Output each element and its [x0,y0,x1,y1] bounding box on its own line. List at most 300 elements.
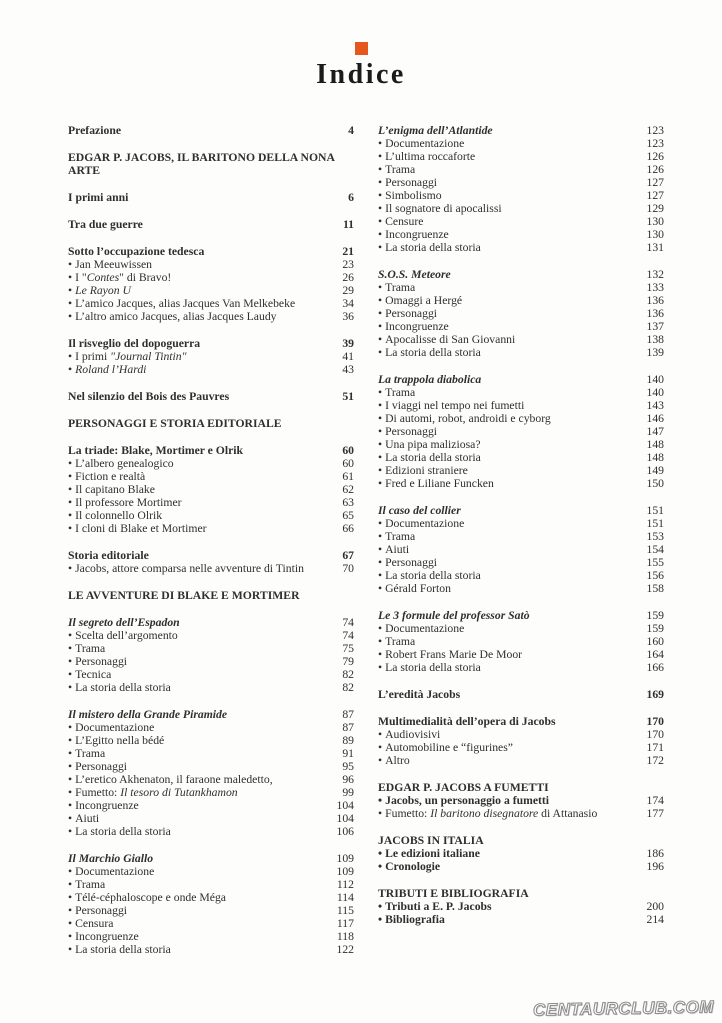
toc-entry [378,900,664,913]
toc-entry-label [68,891,326,904]
toc-entry-text: Il baritono disegnatore [430,807,539,820]
toc-entry-label [378,900,636,913]
toc-entry [378,176,664,189]
toc-entry-label [68,310,326,323]
toc-entry-label [68,917,326,930]
toc-entry [378,569,664,582]
toc-page-number: 155 [646,556,664,569]
toc-entry-text: Robert Frans Marie De Moor [385,648,523,661]
toc-entry-text: Multimedialità dell’opera di Jacobs [378,715,556,728]
toc-page-number: 11 [342,218,354,231]
toc-entry-label [68,284,326,297]
toc-page-number: 104 [336,812,354,825]
toc-entry [68,310,354,323]
toc-entry [68,681,354,694]
toc-entry-text: Personaggi [385,307,438,320]
toc-entry [378,661,664,674]
toc-entry [378,847,664,860]
toc-entry [378,386,664,399]
bullet-icon: • [68,773,73,786]
toc-entry-text: Nel silenzio del Bois des Pauvres [68,390,230,403]
bullet-icon: • [68,865,73,878]
toc-page-number: 109 [336,852,354,865]
toc-page-number: 34 [342,297,354,310]
toc-entry-text: Altro [385,754,410,767]
toc-entry-label [378,451,636,464]
toc-entry-label [378,425,636,438]
toc-entry-label [68,470,326,483]
toc-entry-text: Le 3 formule del professor Satò [378,609,530,622]
toc-entry-label [68,483,326,496]
toc-entry-label [378,530,636,543]
toc-entry-text: I primi [75,350,111,363]
toc-page-number: 133 [646,281,664,294]
toc-entry-text: Omaggi a Hergé [385,294,463,307]
toc-entry-label [378,688,636,701]
toc-entry-label [378,346,636,359]
toc-entry [378,241,664,254]
toc-page-number: 39 [342,337,354,350]
toc-page-number: 129 [646,202,664,215]
toc-entry [378,281,664,294]
toc-entry-label [68,390,326,403]
toc-entry-label [68,642,326,655]
bullet-icon: • [68,457,73,470]
toc-entry-label [68,655,326,668]
toc-entry-label [68,773,326,786]
toc-entry-label [378,913,636,926]
toc-entry-label [68,708,326,721]
toc-entry-text: Fred e Liliane Funcken [385,477,494,490]
toc-entry-text: Trama [385,281,416,294]
bullet-icon: • [378,189,383,202]
toc-entry-text: La trappola diabolica [378,373,482,386]
toc-entry-text: Storia editoriale [68,549,149,562]
toc-entry-label [68,124,326,137]
toc-entry [68,337,354,350]
bullet-icon: • [68,629,73,642]
toc-entry-text: Il caso del collier [378,504,461,517]
toc-page-number: 99 [342,786,354,799]
bullet-icon: • [68,734,73,747]
bullet-icon: • [68,350,73,363]
toc-entry-label [68,444,326,457]
toc-entry-text: Edizioni straniere [385,464,468,477]
toc-entry [68,747,354,760]
toc-entry-text: Personaggi [75,655,128,668]
bullet-icon: • [378,900,383,913]
bullet-icon: • [378,163,383,176]
toc-entry-label [378,464,636,477]
toc-page-number: 109 [336,865,354,878]
toc-entry-text: Jacobs, attore comparsa nelle avventure di Tintin [75,562,304,575]
toc-page-number: 186 [646,847,664,860]
toc-page-number: 196 [646,860,664,873]
toc-page-number: 214 [646,913,664,926]
toc-entry [68,363,354,376]
toc-entry-label [68,865,326,878]
toc-entry [68,629,354,642]
toc-entry-text: La storia della storia [75,825,171,838]
toc-page-number: 65 [342,509,354,522]
bullet-icon: • [378,281,383,294]
bullet-icon: • [378,860,383,873]
toc-entry [68,943,354,956]
toc-entry-text: Automobiline e “figurines” [385,741,513,754]
toc-page-number: 6 [348,191,354,204]
toc-entry-text: Personaggi [385,556,438,569]
toc-entry [378,635,664,648]
toc-entry-text: L’altro amico Jacques, alias Jacques Laudy [75,310,277,323]
toc-entry-text: Fumetto: [75,786,121,799]
toc-entry [68,655,354,668]
toc-entry-text: Trama [385,386,416,399]
toc-entry-label [378,543,636,556]
toc-entry-label [378,807,636,820]
toc-page-number: 160 [646,635,664,648]
toc-entry-label [68,812,326,825]
toc-page-number: 87 [342,721,354,734]
bullet-icon: • [378,464,383,477]
toc-entry-text: Trama [75,642,106,655]
toc-page-number: 147 [646,425,664,438]
bullet-icon: • [378,176,383,189]
toc-entry-label [68,629,326,642]
toc-entry-text: L’enigma dell’Atlantide [378,124,493,137]
toc-entry [378,425,664,438]
toc-entry [68,812,354,825]
toc-entry-text: Jacobs, un personaggio a fumetti [385,794,550,807]
toc-entry-text: Il colonnello Olrik [75,509,163,522]
toc-entry [378,543,664,556]
toc-entry-label [378,281,636,294]
toc-entry [378,648,664,661]
toc-entry [68,891,354,904]
toc-entry-text: Fumetto: [385,807,431,820]
toc-entry-label [68,721,326,734]
toc-page-number: 170 [646,728,664,741]
toc-entry [68,917,354,930]
toc-page-number: 164 [646,648,664,661]
bullet-icon: • [378,215,383,228]
toc-entry-text: Il Marchio Giallo [68,852,154,865]
toc-entry [68,457,354,470]
toc-entry-text: Le Rayon U [75,284,131,297]
toc-entry-text: Incongruenze [75,799,139,812]
toc-entry-text: Il risveglio del dopoguerra [68,337,201,350]
toc-entry [378,582,664,595]
toc-entry [68,734,354,747]
bullet-icon: • [378,728,383,741]
toc-entry-text: Censura [75,917,114,930]
toc-entry-text: La storia della storia [75,681,171,694]
toc-entry-label [378,834,664,847]
toc-entry-label [68,562,326,575]
toc-entry-label [378,268,636,281]
bullet-icon: • [378,150,383,163]
toc-entry [378,754,664,767]
toc-entry [68,708,354,721]
toc-entry [68,786,354,799]
toc-entry-text: Cronologie [385,860,441,873]
toc-entry-text: Documentazione [385,137,465,150]
toc-entry [378,913,664,926]
toc-entry [378,215,664,228]
bullet-icon: • [68,297,73,310]
toc-page-number: 89 [342,734,354,747]
toc-entry-label [68,549,326,562]
toc-entry-text: Scelta dell’argomento [75,629,178,642]
toc-entry-label [378,137,636,150]
toc-entry-label [378,333,636,346]
toc-entry [378,504,664,517]
toc-entry-label [378,412,636,425]
toc-entry-text: Documentazione [75,865,155,878]
toc-page-number: 91 [342,747,354,760]
toc-section-heading [68,151,354,177]
toc-section-heading [68,417,354,430]
bullet-icon: • [378,556,383,569]
toc-entry [378,622,664,635]
bullet-icon: • [378,399,383,412]
toc-entry-label [68,616,326,629]
toc-page-number: 130 [646,215,664,228]
toc-page-number: 66 [342,522,354,535]
toc-page-number: 63 [342,496,354,509]
toc-entry-label [378,754,636,767]
bullet-icon: • [68,760,73,773]
toc-entry [68,668,354,681]
toc-entry-text: Il sognatore di apocalissi [385,202,502,215]
toc-page-number: 43 [342,363,354,376]
bullet-icon: • [68,878,73,891]
toc-entry [68,496,354,509]
bullet-icon: • [68,483,73,496]
toc-entry-label [378,386,636,399]
toc-entry [68,218,354,231]
toc-entry-text: Trama [385,163,416,176]
toc-entry-label [68,825,326,838]
bullet-icon: • [378,333,383,346]
toc-column-left [68,124,354,956]
toc-entry-label [68,245,326,258]
toc-entry [68,562,354,575]
toc-entry [378,860,664,873]
toc-entry-text: Il segreto dell’Espadon [68,616,180,629]
toc-entry-text: Le edizioni italiane [385,847,480,860]
bullet-icon: • [68,522,73,535]
bullet-icon: • [378,661,383,674]
toc-page-number: 148 [646,451,664,464]
toc-entry-text: Di automi, robot, androidi e cyborg [385,412,551,425]
toc-entry-text: Trama [75,747,106,760]
toc-page-number: 151 [646,504,664,517]
toc-entry-text: Incongruenze [75,930,139,943]
bullet-icon: • [378,847,383,860]
toc-entry-text: L’eretico Akhenaton, il faraone maledetto, [75,773,273,786]
toc-page-number: 29 [342,284,354,297]
toc-entry-text: S.O.S. Meteore [378,268,451,281]
toc-page-number: 137 [646,320,664,333]
toc-entry-text: Personaggi [75,760,128,773]
toc-entry [378,333,664,346]
toc-entry-text: EDGAR P. JACOBS A FUMETTI [378,781,549,794]
toc-entry-text: Aiuti [75,812,100,825]
toc-entry-text: EDGAR P. JACOBS, IL BARITONO DELLA NONA ARTE [68,151,335,177]
toc-entry-label [68,522,326,535]
toc-entry-text: La storia della storia [385,661,481,674]
toc-page-number: 148 [646,438,664,451]
toc-entry-text: Incongruenze [385,228,449,241]
toc-entry-text: Tra due guerre [68,218,143,231]
page-header [0,42,722,89]
toc-entry-text: Sotto l’occupazione tedesca [68,245,205,258]
bullet-icon: • [68,930,73,943]
bullet-icon: • [378,913,383,926]
toc-page-number: 106 [336,825,354,838]
toc-page-number: 74 [342,616,354,629]
toc-entry [378,688,664,701]
bullet-icon: • [68,786,73,799]
bullet-icon: • [378,294,383,307]
toc-page-number: 36 [342,310,354,323]
toc-page-number: 117 [336,917,354,930]
toc-entry-label [68,668,326,681]
watermark: CENTAURCLUB.COM [532,997,715,1020]
toc-page-number: 143 [646,399,664,412]
toc-entry-text: Télé-céphaloscope e onde Méga [75,891,226,904]
toc-entry-text: Roland l’Hardi [75,363,147,376]
toc-page-number: 62 [342,483,354,496]
toc-entry-label [378,794,636,807]
toc-entry-text: Prefazione [68,124,122,137]
toc-entry-text: PERSONAGGI E STORIA EDITORIALE [68,417,282,430]
toc-page-number: 158 [646,582,664,595]
toc-entry-label [378,504,636,517]
toc-page-number: 123 [646,137,664,150]
bullet-icon: • [68,470,73,483]
toc-entry-text: La storia della storia [385,241,481,254]
toc-page-number: 26 [342,271,354,284]
toc-entry-label [378,124,636,137]
toc-entry-label [378,399,636,412]
toc-page-number: 150 [646,477,664,490]
toc-entry-label [68,363,326,376]
toc-entry [378,715,664,728]
toc-page-number: 75 [342,642,354,655]
bullet-icon: • [68,363,73,376]
toc-page-number: 169 [646,688,664,701]
toc-page-number: 115 [336,904,354,917]
toc-entry-label [378,609,636,622]
bullet-icon: • [68,258,73,271]
toc-page-number: 67 [342,549,354,562]
toc-entry-text: L’eredità Jacobs [378,688,461,701]
toc-page-number: 132 [646,268,664,281]
toc-entry-label [68,509,326,522]
toc-entry [68,124,354,137]
toc-page-number: 60 [342,457,354,470]
toc-entry [68,297,354,310]
toc-entry [68,904,354,917]
toc-entry [68,852,354,865]
toc-entry-label [68,852,326,865]
toc-entry-label [378,887,664,900]
bullet-icon: • [378,517,383,530]
bullet-icon: • [378,307,383,320]
toc-entry [68,549,354,562]
toc-page-number: 61 [342,470,354,483]
toc-entry-text: I cloni di Blake et Mortimer [75,522,207,535]
bullet-icon: • [378,741,383,754]
toc-entry-text: Trama [75,878,106,891]
toc-entry [68,258,354,271]
toc-entry [68,865,354,878]
toc-entry-label [378,294,636,307]
toc-entry [378,728,664,741]
bullet-icon: • [378,425,383,438]
toc-entry [68,284,354,297]
toc-column-right [378,124,664,956]
bullet-icon: • [378,477,383,490]
toc-entry-label [68,681,326,694]
toc-entry [378,412,664,425]
toc-entry-label [68,151,354,177]
bullet-icon: • [378,807,383,820]
toc-entry-text: Personaggi [75,904,128,917]
toc-entry [378,530,664,543]
toc-page-number: 146 [646,412,664,425]
toc-entry [68,191,354,204]
toc-entry-text: I " [75,271,87,284]
accent-square-icon [355,42,368,55]
toc-entry-label [378,438,636,451]
toc-page-number: 21 [342,245,354,258]
toc-entry [378,477,664,490]
toc-entry [68,245,354,258]
toc-entry-text: La storia della storia [385,346,481,359]
bullet-icon: • [378,346,383,359]
toc-entry-label [68,904,326,917]
toc-entry-text: La storia della storia [385,451,481,464]
toc-entry-text: Il professore Mortimer [75,496,182,509]
toc-entry [378,807,664,820]
toc-entry-label [68,496,326,509]
toc-entry-label [378,569,636,582]
toc-entry-text: Una pipa maliziosa? [385,438,481,451]
toc-entry [68,760,354,773]
toc-entry [68,721,354,734]
toc-entry-text: LE AVVENTURE DI BLAKE E MORTIMER [68,589,300,602]
toc-page-number: 166 [646,661,664,674]
toc-page-number: 82 [342,668,354,681]
toc-entry-label [378,517,636,530]
toc-entry-text: La storia della storia [385,569,481,582]
toc-entry-label [68,747,326,760]
toc-page-number: 118 [336,930,354,943]
toc-entry-label [378,373,636,386]
toc-page-number: 177 [646,807,664,820]
bullet-icon: • [378,622,383,635]
bullet-icon: • [378,241,383,254]
toc-entry-label [378,163,636,176]
toc-entry-label [378,860,636,873]
toc-page-number: 159 [646,622,664,635]
toc-entry [378,320,664,333]
toc-entry-label [378,661,636,674]
toc-entry [378,346,664,359]
toc-entry [68,522,354,535]
